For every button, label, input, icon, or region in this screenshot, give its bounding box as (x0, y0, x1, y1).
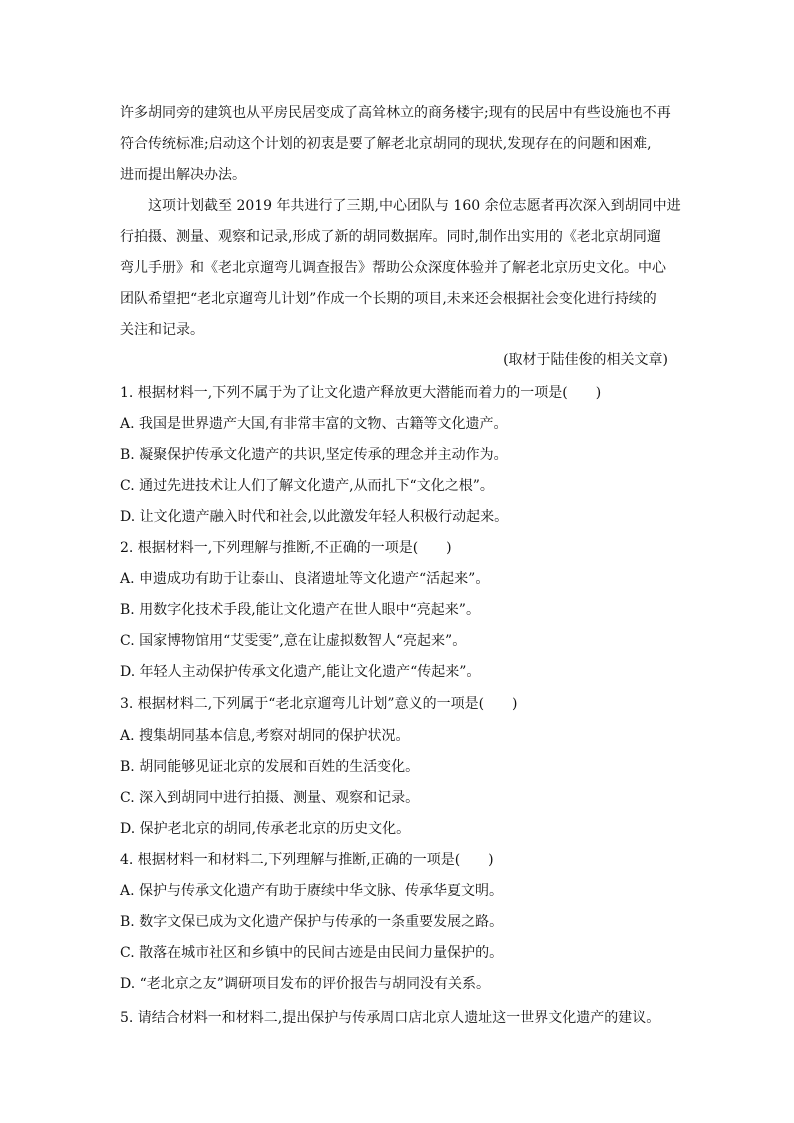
question-1-option-a: A. 我国是世界遗产大国,有非常丰富的文物、古籍等文化遗产。 (120, 416, 508, 432)
passage-line: 关注和记录。 (120, 322, 204, 338)
question-1-option-c: C. 通过先进技术让人们了解文化遗产,从而扎下“文化之根”。 (120, 478, 494, 494)
question-4-option-a: A. 保护与传承文化遗产有助于赓续中华文脉、传承华夏文明。 (120, 883, 504, 899)
question-2-stem: 2. 根据材料一,下列理解与推断,不正确的一项是( ) (120, 540, 452, 556)
passage-line: 这项计划截至 2019 年共进行了三期,中心团队与 160 余位志愿者再次深入到胡同中进 (148, 198, 681, 214)
question-5-stem: 5. 请结合材料一和材料二,提出保护与传承周口店北京人遗址这一世界文化遗产的建议。 (120, 1010, 661, 1026)
passage-line: 进而提出解决办法。 (120, 167, 246, 183)
question-3-option-b: B. 胡同能够见证北京的发展和百姓的生活变化。 (120, 759, 420, 775)
question-4-option-c: C. 散落在城市社区和乡镇中的民间古迹是由民间力量保护的。 (120, 945, 504, 961)
passage-paragraph-2 (120, 191, 681, 346)
question-3-option-a: A. 搜集胡同基本信息,考察对胡同的保护状况。 (120, 728, 410, 744)
question-2-option-d: D. 年轻人主动保护传承文化遗产,能让文化遗产“传起来”。 (120, 664, 481, 680)
passage-line: 团队希望把“老北京遛弯儿计划”作成一个长期的项目,未来还会根据社会变化进行持续的 (120, 291, 657, 307)
question-3-stem: 3. 根据材料二,下列属于“老北京遛弯儿计划”意义的一项是( ) (120, 696, 518, 712)
question-1-option-d: D. 让文化遗产融入时代和社会,以此激发年轻人积极行动起来。 (120, 509, 509, 525)
question-2-option-c: C. 国家博物馆用“艾雯雯”,意在让虚拟数智人“亮起来”。 (120, 633, 467, 649)
passage-paragraph-1 (120, 98, 676, 191)
question-4-option-d: D. “老北京之友”调研项目发布的评价报告与胡同没有关系。 (120, 976, 490, 992)
question-3-option-c: C. 深入到胡同中进行拍摄、测量、观察和记录。 (120, 790, 420, 806)
question-4-stem: 4. 根据材料一和材料二,下列理解与推断,正确的一项是( ) (120, 852, 494, 868)
passage-line: 行拍摄、测量、观察和记录,形成了新的胡同数据库。同时,制作出实用的《老北京胡同遛 (120, 229, 661, 245)
passage-line: 许多胡同旁的建筑也从平房民居变成了高耸林立的商务楼宇;现有的民居中有些设施也不再 (120, 105, 671, 121)
question-2-option-b: B. 用数字化技术手段,能让文化遗产在世人眼中“亮起来”。 (120, 602, 480, 618)
passage-line: 符合传统标准;启动这个计划的初衷是要了解老北京胡同的现状,发现存在的问题和困难, (120, 136, 652, 152)
source-citation: (取材于陆佳俊的相关文章) (503, 352, 668, 368)
question-1-option-b: B. 凝聚保护传承文化遗产的共识,坚定传承的理念并主动作为。 (120, 447, 508, 463)
passage-line: 弯儿手册》和《老北京遛弯儿调查报告》帮助公众深度体验并了解老北京历史文化。中心 (120, 260, 666, 276)
question-3-option-d: D. 保护老北京的胡同,传承老北京的历史文化。 (120, 821, 411, 837)
question-4-option-b: B. 数字文保已成为文化遗产保护与传承的一条重要发展之路。 (120, 914, 504, 930)
question-1-stem: 1. 根据材料一,下列不属于为了让文化遗产释放更大潜能而着力的一项是( ) (120, 385, 602, 401)
question-2-option-a: A. 申遗成功有助于让泰山、良渚遗址等文化遗产“活起来”。 (120, 571, 490, 587)
